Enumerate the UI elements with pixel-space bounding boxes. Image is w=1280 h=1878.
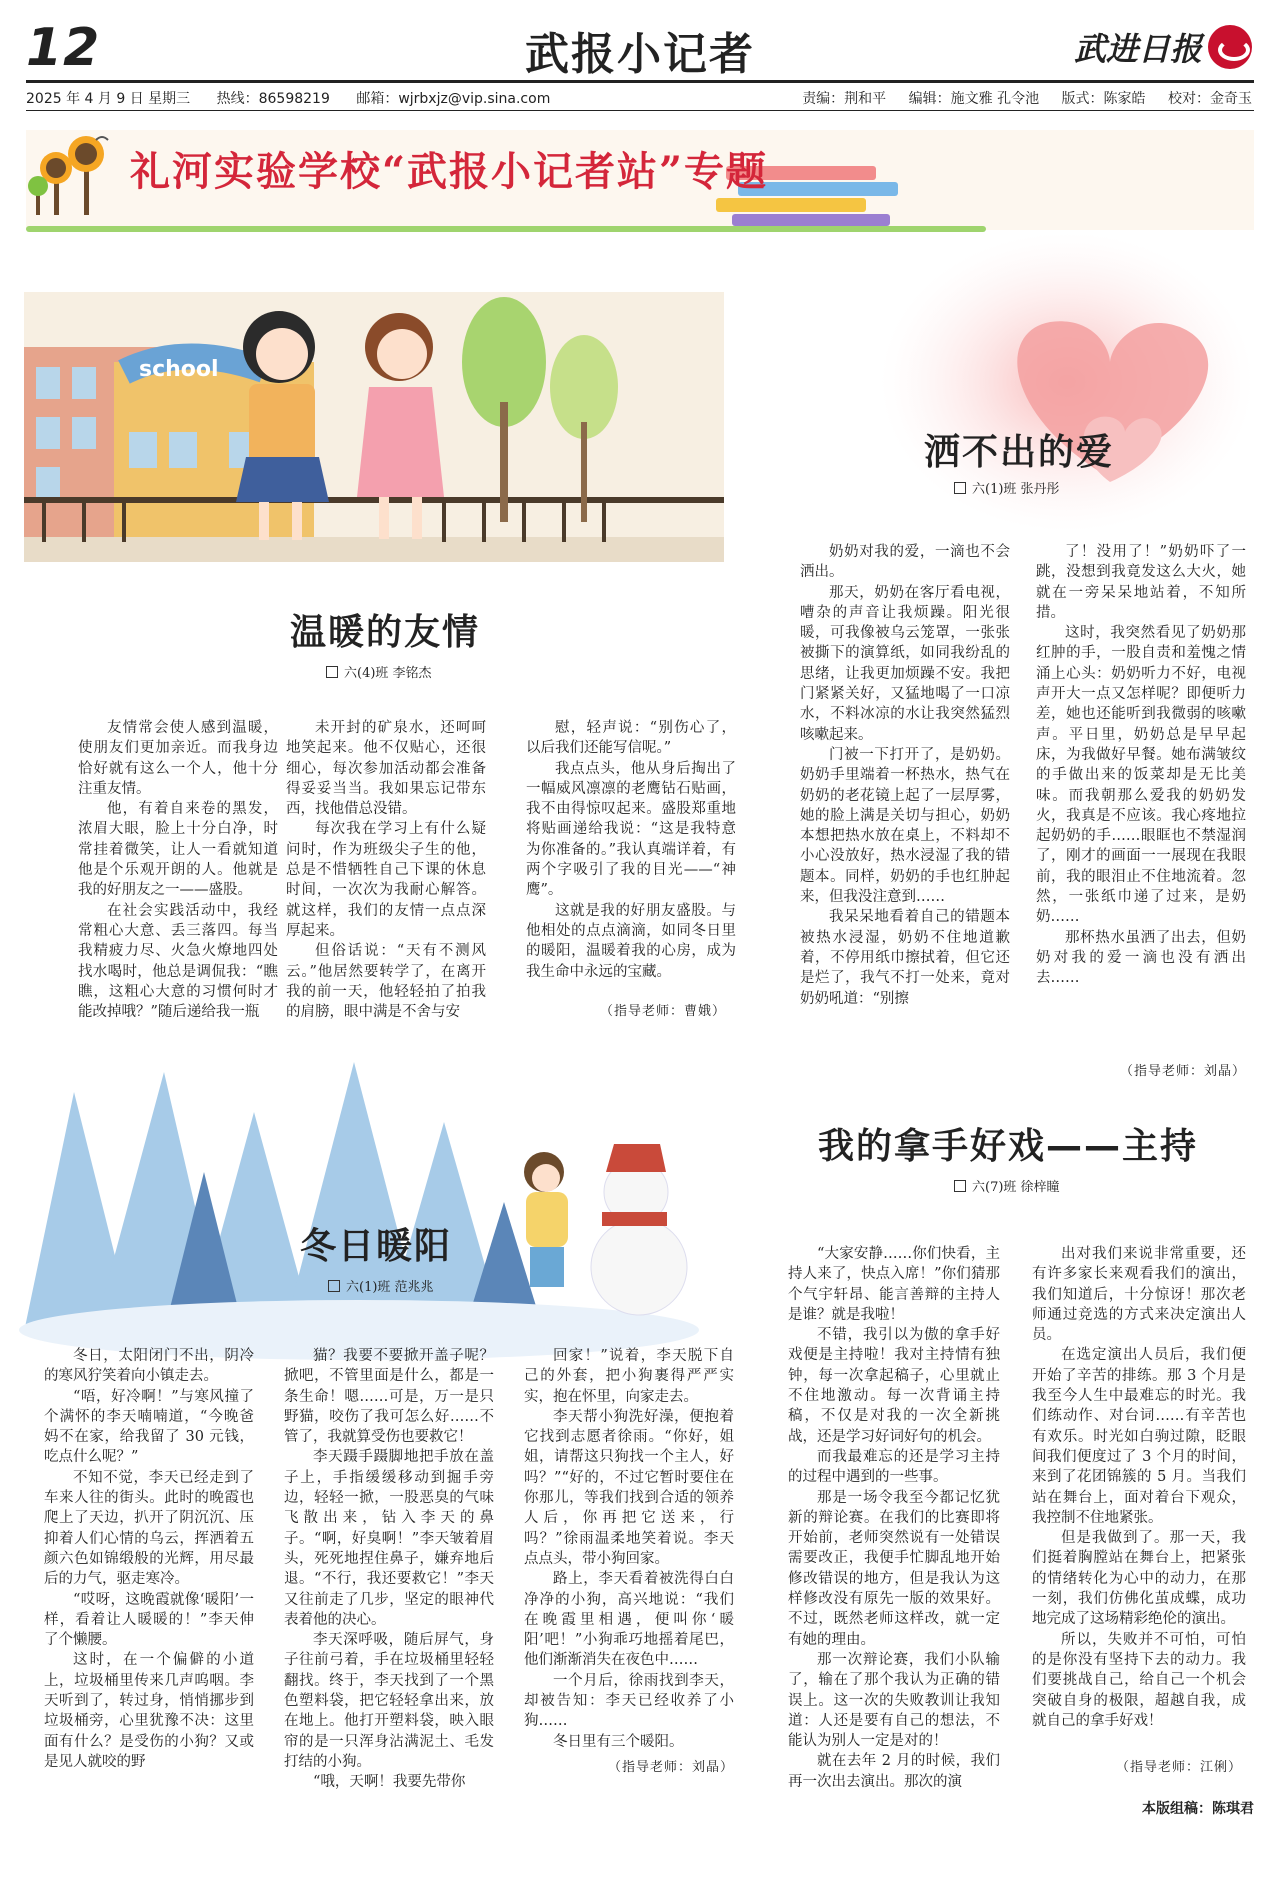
banner-underline: [26, 226, 986, 232]
newspaper-emblem-icon: [1208, 25, 1252, 69]
header-meta-left: [26, 88, 572, 108]
byline-box-icon: [954, 1180, 966, 1192]
article-love-col2: 了！没用了！”奶奶吓了一跳，没想到我竟发这么大火，她就在一旁呆呆地站着，不知所措。 这时，我突然看见了奶奶那红肿的手，一股自责和羞愧之情涌上心头：奶奶听力不好，电视声开大一点又怎样呢？即便听力差，她也还能听到我微弱的咳嗽声。平日里，奶奶总是早早起床，为我做好早餐。她布满皱纹的手做出来的饭菜却是无比美味。而我朝那么爱我的奶奶发火，我真是不应该。我心疼地拉起奶奶的手……眼眶也不禁湿润了，刚才的画面一一展现在我眼前，我的眼泪止不住地流着。忽然，一张纸巾递了过来，是奶奶…… 那杯热水虽洒了出去，但奶奶对我的爱一滴也没有洒出去……: [1036, 544, 1246, 987]
teacher-love: （指导老师：刘晶）: [1119, 1064, 1246, 1079]
article-love-col1: 奶奶对我的爱，一滴也不会洒出。 那天，奶奶在客厅看电视，嘈杂的声音让我烦躁。阳光很暖，可我像被乌云笼罩，一张张被撕下的演算纸，如同我纷乱的思绪，让我更加烦躁不安。我把门紧紧关好，又猛地喝了一口凉水，不料冰凉的水让我突然猛烈咳嗽起来。 门被一下打开了，是奶奶。奶奶手里端着一杯热水，热气在奶奶的老花镜上起了一层厚雾，她的脸上满是关切与担心，奶奶本想把热水放在桌上，不料却不小心没放好，热水浸湿了我的错题本。同样，奶奶的手也红肿起来，但我没注意到…… 我呆呆地看着自己的错题本被热水浸湿，奶奶不住地道歉着，不停用纸巾擦拭着，但它还是烂了，我气不打一处来，竟对奶奶吼道：“别擦: [800, 544, 1010, 1007]
svg-text:school: school: [139, 357, 219, 382]
header-subrule: [26, 110, 1254, 111]
newspaper-logo-text: 武进日报: [1073, 30, 1202, 68]
banner-title: 礼河实验学校“武报小记者站”专题: [130, 148, 769, 195]
article-friendship-col2: 未开封的矿泉水，还呵呵地笑起来。他不仅贴心，还很细心，每次参加活动都会准备得妥妥当当。我如果忘记带东西，找他借总没错。 每次我在学习上有什么疑问时，作为班级尖子生的他，总是不惜牺牲自己下课的休息时间，一次次为我耐心解答。就这样，我们的友情一点点深厚起来。 但俗话说：“天有不测风云。”他居然要转学了，在离开我的前一天，他轻轻拍了拍我的肩膀，眼中满是不舍与安: [286, 720, 486, 1021]
byline-box-icon: [954, 482, 966, 494]
byline-text: 六(4)班 李铭杰: [344, 666, 432, 681]
article-title-host: 我的拿手好戏——主持: [818, 1126, 1199, 1167]
article-friendship-col3: 慰，轻声说：“别伤心了，以后我们还能写信呢。” 我点点头，他从身后掏出了一幅威风凛凛的老鹰钻石贴画，我不由得惊叹起来。盛股郑重地将贴画递给我说：“这是我特意为你准备的。”我认真端详着，有两个字吸引了我的目光——“神鹰”。 这就是我的好朋友盛股。与他相处的点点滴滴，如同冬日里的暖阳，温暖着我的心房，成为我生命中永远的宝藏。: [526, 720, 736, 980]
byline-text: 六(1)班 范兆兆: [346, 1280, 434, 1295]
page-number: 12: [26, 18, 101, 78]
newspaper-logo: [1074, 24, 1252, 70]
article-host-col1: “大家安静……你们快看，主持人来了，快点入席！”你们猜那个气宇轩昂、能言善辩的主持人是谁？就是我啦！ 不错，我引以为傲的拿手好戏便是主持啦！我对主持情有独钟，每一次拿起稿子，心里就止不住地激动。每一次背诵主持稿，不仅是对我的一次全新挑战，还是学习好词好句的机会。 而我最难忘的还是学习主持的过程中遇到的一些事。 那是一场令我至今都记忆犹新的辩论赛。在我们的比赛即将开始前，老师突然说有一处错误需要改正，我便手忙脚乱地开始修改错误的地方，但是我认为这样修改没有原先一版的效果好。不过，既然老师这样改，就一定有她的理由。 那一次辩论赛，我们小队输了，输在了那个我认为正确的错误上。这一次的失败教训让我知道：人还是要有自己的想法，不能认为别人一定是对的！ 就在去年 2 月的时候，我们再一次出去演出。那次的演: [788, 1246, 1000, 1790]
byline-box-icon: [328, 1280, 340, 1292]
article-winter-col2: 猫？我要不要掀开盖子呢？掀吧，不管里面是什么，都是一条生命！嗯……可是，万一是只野猫，咬伤了我可怎么好……不管了，我就算受伤也要救它！ 李天蹑手蹑脚地把手放在盖子上，手指缓缓移动到掘手旁边，轻轻一掀，一股恶臭的气味飞散出来，钻入李天的鼻子。“啊，好臭啊！”李天皱着眉头，死死地捏住鼻子，嫌弃地后退。“不行，我还要救它！”李天又往前走了几步，坚定的眼神代表着他的决心。 李天深呼吸，随后屏气，身子往前弓着，手在垃圾桶里轻轻翻找。终于，李天找到了一个黑色塑料袋，把它轻轻拿出来，放在地上。他打开塑料袋，映入眼帘的是一只浑身沾满泥土、毛发打结的小狗。 “哦，天啊！我要先带你: [284, 1348, 494, 1791]
copy-editor-credit: 编辑：施文雅 孔令池: [908, 91, 1040, 107]
article-winter-col3: 回家！”说着，李天脱下自己的外套，把小狗裹得严严实实，抱在怀里，向家走去。 李天帮小狗洗好澡，便抱着它找到志愿者徐雨。“你好，姐姐，请帮这只狗找一个主人，好吗？”“好的，不过它暂时要住在你那儿，等我们找到合适的领养人后，你再把它送来，行吗？”徐雨温柔地笑着说。李天点点头，带小狗回家。 路上，李天看着被洗得白白净净的小狗，高兴地说：“我们在晚霞里相遇，便叫你‘暖阳’吧！”小狗乖巧地摇着尾巴，他们渐渐消失在夜色中…… 一个月后，徐雨找到李天，却被告知：李天已经收养了小狗…… 冬日里有三个暖阳。: [524, 1348, 734, 1750]
byline-winter: [328, 1276, 434, 1295]
byline-box-icon: [326, 666, 338, 678]
page-organizer-credit: 本版组稿：陈琪君: [1142, 1801, 1254, 1817]
email: 邮箱：wjrbxjz@vip.sina.com: [356, 91, 551, 107]
article-friendship-col1: 友情常会使人感到温暖，使朋友们更加亲近。而我身边恰好就有这么一个人，他十分注重友情。 他，有着自来卷的黑发，浓眉大眼，脸上十分白净，时常挂着微笑，让人一看就知道他是个乐观开朗的人。他就是我的好朋友之一——盛股。 在社会实践活动中，我经常粗心大意、丢三落四。每当我精疲力尽、火急火燎地四处找水喝时，他总是调侃我：“瞧瞧，这粗心大意的习惯何时才能改掉哦？”随后递给我一瓶: [78, 720, 278, 1021]
editor-credit: 责编：荆和平: [802, 91, 887, 107]
proofreader-credit: 校对：金奇玉: [1168, 91, 1252, 107]
hotline: 热线：86598219: [216, 91, 330, 107]
header-meta-right: [784, 88, 1252, 108]
byline-text: 六(1)班 张丹彤: [972, 482, 1060, 497]
issue-date: 2025 年 4 月 9 日 星期三: [26, 91, 191, 107]
child-figure: [524, 1152, 568, 1287]
teacher-friendship: （指导老师：曹娥）: [599, 1004, 726, 1019]
article-host-col2: 出对我们来说非常重要，还有许多家长来观看我们的演出，我们知道后，十分惊讶！那次老师通过竞选的方式来决定演出人员。 在选定演出人员后，我们便开始了辛苦的排练。那 3 个月是我至今人生中最难忘的时光。我们练动作、对台词……有辛苦也有欢乐。时光如白驹过隙，眨眼间我们便度过了 3 个月的时间，来到了花团锦簇的 5 月。当我们站在舞台上，面对着台下观众，我控制不住地紧张。 但是我做到了。那一天，我们挺着胸膛站在舞台上，把紧张的情绪转化为心中的动力，在那一刻，我们仿佛化茧成蝶，成功地完成了这场精彩绝伦的演出。 所以，失败并不可怕，可怕的是你没有坚持下去的动力。我们要挑战自己，给自己一个机会突破自身的极限，超越自我，成就自己的拿手好戏！: [1032, 1246, 1246, 1729]
byline-host: [954, 1176, 1060, 1195]
article-winter-col1: 冬日，太阳闭门不出，阴冷的寒风狞笑着向小镇走去。 “唔，好冷啊！”与寒风撞了个满怀的李天喃喃道，“今晚爸妈不在家，给我留了 30 元钱，吃点什么呢？” 不知不觉，李天已经走到了车来人往的街头。此时的晚霞也爬上了天边，扒开了阴沉沉、压抑着人们心情的乌云，挥洒着五颜六色如锦缎般的光辉，用尽最后的力气，驱走寒冷。 “哎呀，这晚霞就像‘暖阳’一样，看着让人暖暖的！”李天伸了个懒腰。 这时，在一个偏僻的小道上，垃圾桶里传来几声呜咽。李天听到了，转过身，悄悄挪步到垃圾桶旁，心里犹豫不决：这里面有什么？是受伤的小狗？又或是见人就咬的野: [44, 1348, 254, 1770]
article-title-love: 洒不出的爱: [924, 432, 1115, 473]
school-kids-illustration: [24, 292, 724, 562]
section-title: 武报小记者: [525, 29, 755, 80]
designer-credit: 版式：陈家皓: [1061, 91, 1146, 107]
byline-text: 六(7)班 徐梓瞳: [972, 1180, 1060, 1195]
heart-illustration: [880, 232, 1254, 532]
byline-love: [954, 478, 1060, 497]
teacher-winter: （指导老师：刘晶）: [607, 1760, 734, 1775]
article-title-winter: 冬日暖阳: [300, 1226, 453, 1267]
byline-friendship: [326, 662, 432, 681]
article-title-friendship: 温暖的友情: [290, 612, 481, 653]
header-rule: [26, 80, 1254, 83]
teacher-host: （指导老师：江俐）: [1115, 1760, 1242, 1775]
